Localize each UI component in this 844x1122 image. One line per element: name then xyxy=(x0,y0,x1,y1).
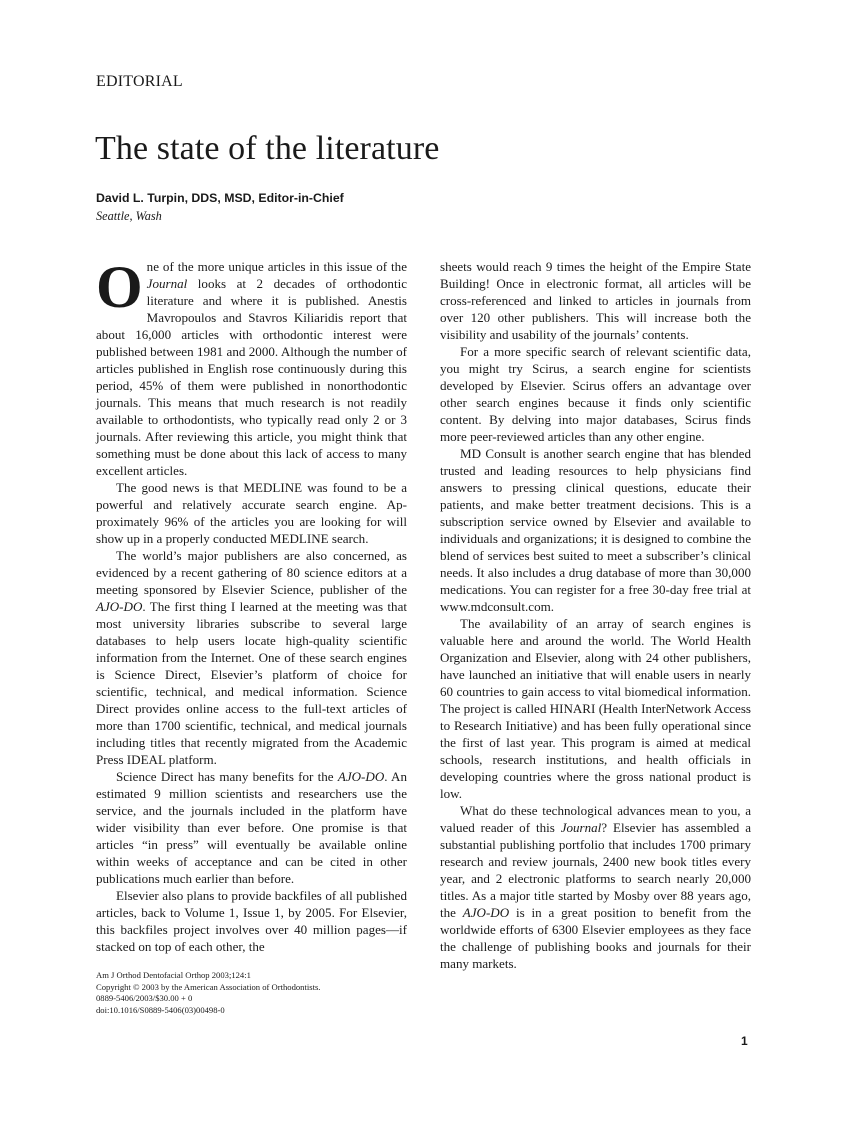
text-run: ne of the more unique articles in this issue of the xyxy=(146,259,407,274)
footnote-line: doi:10.1016/S0889-5406(03)00498-0 xyxy=(96,1004,225,1015)
text-run: . An estimated 9 million scientists and researchers use the service, and the journals included in the platform have wider visibility than ever before. One promise is that articles “in press” will eventually be available online within weeks of acceptance and can be cited in other publications much earlier than before. xyxy=(96,769,408,886)
text-run: ? Elsevier has assembled a substantial publishing portfolio that includes 1700 primary research and review journals, 2400 new book titles every year, and 2 electronic platforms to search nearly 20,000 titles. As a major title started by Mosby over 88 years ago, the xyxy=(440,820,751,920)
paragraph xyxy=(96,547,407,768)
paragraph xyxy=(96,887,407,955)
right-column xyxy=(440,258,751,972)
text-run: The world’s major publishers are also concerned, as evidenced by a recent gathering of 80 science editors at a meeting sponsored by Elsevier Science, publisher of the xyxy=(96,548,407,597)
text-run: What do these technological advances mean to you, a valued reader of this xyxy=(440,803,751,835)
italic-text: AJO-DO xyxy=(96,599,143,614)
text-run: . The first thing I learned at the meeting was that most university libraries subscribe to several large databases to help users locate high-quality scientific information from the Internet. One of these search engines is Science Direct, Elsevier’s platform of choice for scientific, technical, and medical information. Science Direct provides online access to the full-text articles of more than 1700 scientific, technical, and medical journals including titles that recently migrated from the Academic Press IDEAL platform. xyxy=(96,599,407,767)
text-run: The availability of an array of search engines is valuable here and around the world. The World Health Organization and Elsevier, along with 24 other publishers, have launched an initiative that will enable users in nearly 60 countries to gain access to vital biomedical information. The project is called HINARI (Health InterNetwork Access to Research Initiative) and has been fully operational since the first of last year. This program is aimed at medical schools, research institutions, and health officials in developing countries where the gross national product is low. xyxy=(440,616,751,801)
text-run: looks at 2 decades of orthodontic literature and where it is published. Anestis Mavropoulos and Stavros Kiliaridis report that about 16,000 articles with orthodontic interest were published between 1981 and 2000. Although the number of articles published in English rose continuously during this period, 45% of them were published in nonorthodontic journals. This means that much research is not readily available to orthodontists, who typically read only 2 or 3 journals. After reviewing this article, you might think that something must be done about this lack of access to many excellent articles. xyxy=(96,276,407,478)
paragraph xyxy=(440,445,751,615)
author-byline: David L. Turpin, DDS, MSD, Editor-in-Chief xyxy=(96,191,344,205)
text-run: For a more specific search of relevant scientific data, you might try Scirus, a search engine for scientists developed by Elsevier. Scirus offers an advantage over other search engines because it finds only scientific content. By delving into major databases, Scirus finds more peer-reviewed articles than any other engine. xyxy=(440,344,751,444)
paragraph xyxy=(440,615,751,802)
drop-cap: O xyxy=(96,254,143,320)
paragraph xyxy=(440,343,751,445)
text-run: is in a great position to benefit from the worldwide efforts of 6300 Elsevier employees as they face the challenge of publishing books and journals for their many markets. xyxy=(440,905,751,971)
left-column xyxy=(96,254,408,955)
citation-footnote xyxy=(96,970,320,1016)
text-run: sheets would reach 9 times the height of the Empire State Building! Once in electronic format, all articles will be cross-referenced and linked to articles in journals from over 120 other publishers. This will increase both the visibility and usability of the journals’ contents. xyxy=(440,259,751,342)
paragraph xyxy=(440,258,751,343)
italic-text: AJO-DO xyxy=(337,769,385,784)
text-run: Elsevier also plans to provide backfiles of all published articles, back to Volume 1, Issue 1, by 2005. For Elsevier, this backfiles project involves over 40 million pages—if stacked on top of each other, the xyxy=(96,888,407,954)
paragraph xyxy=(96,768,407,887)
italic-text: Journal xyxy=(146,276,188,291)
article-title: The state of the literature xyxy=(95,130,440,167)
text-run: Science Direct has many benefits for the xyxy=(116,769,338,784)
text-run: The good news is that MEDLINE was found to be a powerful and relatively accurate search engine. Approximately 96% of the articles you are looking for will show up in a properly conducted MEDLINE search. xyxy=(96,480,407,546)
paragraph xyxy=(440,802,751,972)
italic-text: AJO-DO xyxy=(462,905,510,920)
paragraph xyxy=(96,479,407,547)
footnote-line: Copyright © 2003 by the American Association of Orthodontists. xyxy=(96,981,321,992)
italic-text: Journal xyxy=(560,820,602,835)
footnote-line: Am J Orthod Dentofacial Orthop 2003;124:1 xyxy=(96,970,251,980)
author-affiliation: Seattle, Wash xyxy=(96,209,162,223)
text-run: MD Consult is another search engine that has blended trusted and leading resources to help physicians find answers to pressing clinical questions, educate their patients, and make better treatment decisions. This is a subscription service owned by Elsevier and available to individuals and organizations; it is designed to combine the blend of services best suited to meet a subscriber’s clinical needs. It also includes a drug database of more than 30,000 medications. You can register for a free 30-day free trial at www.mdconsult.com. xyxy=(440,446,751,614)
footnote-line: 0889-5406/2003/$30.00 + 0 xyxy=(96,993,193,1003)
section-label: EDITORIAL xyxy=(96,73,183,90)
page-number: 1 xyxy=(741,1034,748,1048)
paragraph xyxy=(96,254,407,479)
